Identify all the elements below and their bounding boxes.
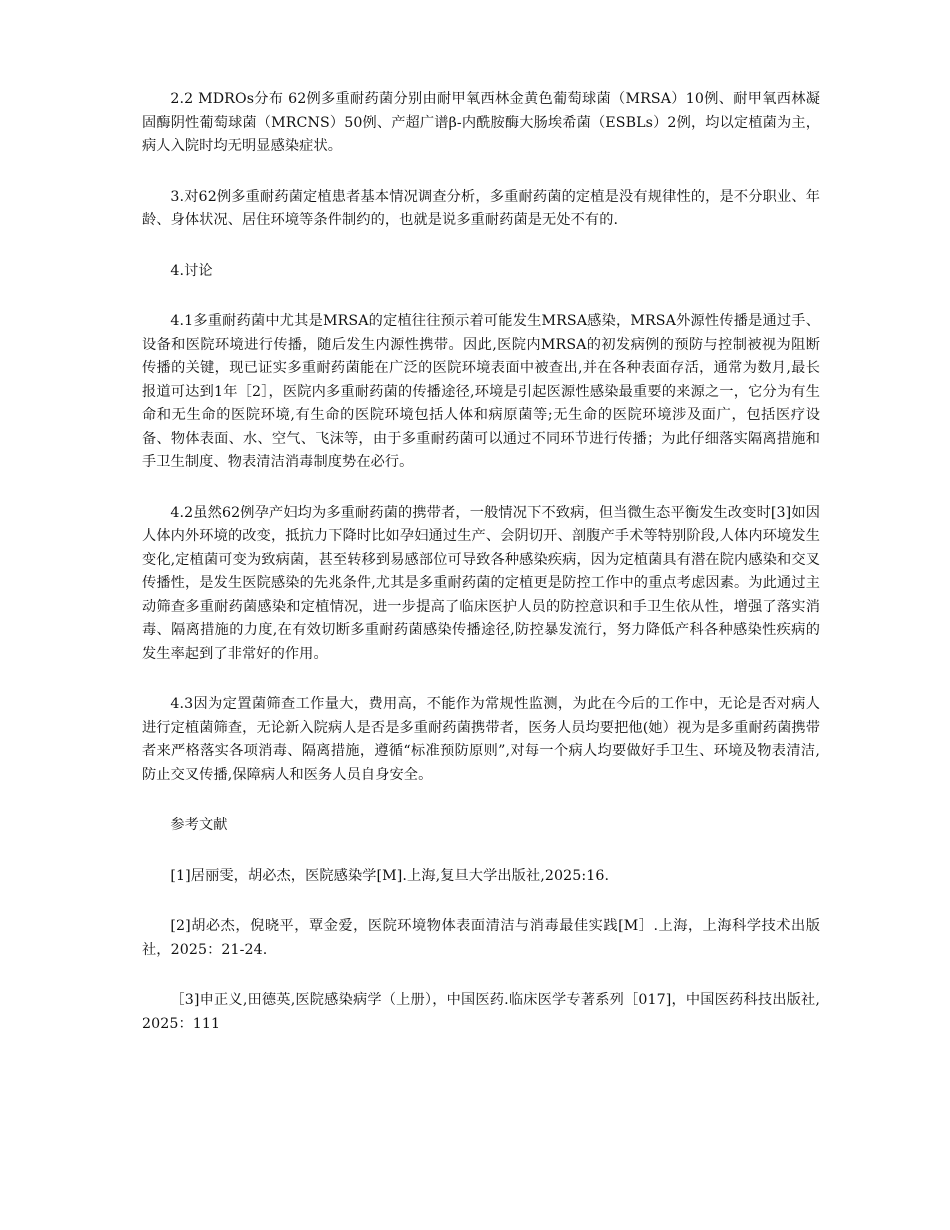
paragraph-discussion-4-3: 4.3因为定置菌筛查工作量大，费用高，不能作为常规性监测，为此在今后的工作中，无论是否对病人进行定植菌筛查，无论新入院病人是否是多重耐药菌携带者，医务人员均要把他(她）视为是多重耐药菌携带者来严格落实各项消毒、隔离措施，遵循“标准预防原则”,对每一个病人均要做好手卫生、环境及物表清洁,防止交叉传播,保障病人和医务人员自身安全。 xyxy=(142,696,820,783)
heading-discussion: 4.讨论 xyxy=(170,262,213,279)
reference-2: [2]胡必杰，倪晓平，覃金爱，医院环境物体表面清洁与消毒最佳实践[M］.上海，上海科学技术出版社，2025：21-24. xyxy=(142,918,820,958)
paragraph-survey-analysis: 3.对62例多重耐药菌定植患者基本情况调查分析，多重耐药菌的定植是没有规律性的，是不分职业、年龄、身体状况、居住环境等条件制约的，也就是说多重耐药菌是无处不有的. xyxy=(142,188,820,228)
paragraph-mdros-distribution: 2.2 MDROs分布 62例多重耐药菌分别由耐甲氧西林金黄色葡萄球菌（MRSA）10例、耐甲氧西林凝固酶阴性葡萄球菌（MRCNS）50例、产超广谱β-内酰胺酶大肠埃希菌（ESBLs）2例，均以定植菌为主，病人入院时均无明显感染症状。 xyxy=(142,91,820,154)
paragraph-discussion-4-2: 4.2虽然62例孕产妇均为多重耐药菌的携带者，一般情况下不致病，但当微生态平衡发生改变时[3]如因人体内外环境的改变，抵抗力下降时比如孕妇通过生产、会阴切开、剖腹产手术等特别阶段,人体内环境发生变化,定植菌可变为致病菌，甚至转移到易感部位可导致各种感染疾病，因为定植菌具有潜在院内感染和交叉传播性，是发生医院感染的先兆条件,尤其是多重耐药菌的定植更是防控工作中的重点考虑因素。为此通过主动筛查多重耐药菌感染和定植情况，进一步提高了临床医护人员的防控意识和手卫生依从性，增强了落实消毒、隔离措施的力度,在有效切断多重耐药菌感染传播途径,防控暴发流行，努力降低产科各种感染性疾病的发生率起到了非常好的作用。 xyxy=(142,504,820,662)
reference-3: ［3]申正义,田德英,医院感染病学（上册），中国医药.临床医学专著系列［017]，中国医药科技出版社,2025：111 xyxy=(142,992,820,1032)
reference-1: [1]居丽雯，胡必杰，医院感染学[M].上海,复旦大学出版社,2025:16. xyxy=(170,867,610,884)
heading-references: 参考文献 xyxy=(170,817,228,833)
paragraph-discussion-4-1: 4.1多重耐药菌中尤其是MRSA的定植往往预示着可能发生MRSA感染，MRSA外源性传播是通过手、设备和医院环境进行传播，随后发生内源性携带。因此,医院内MRSA的初发病例的预防与控制被视为阻断传播的关键，现已证实多重耐药菌能在广泛的医院环境表面中被查出,并在各种表面存活，通常为数月,最长报道可达到1年［2］，医院内多重耐药菌的传播途径,环境是引起医源性感染最重要的来源之一，它分为有生命和无生命的医院环境,有生命的医院环境包括人体和病原菌等;无生命的医院环境涉及面广，包括医疗设备、物体表面、水、空气、飞沫等，由于多重耐药菌可以通过不同环节进行传播；为此仔细落实隔离措施和手卫生制度、物表清洁消毒制度势在必行。 xyxy=(142,313,820,470)
